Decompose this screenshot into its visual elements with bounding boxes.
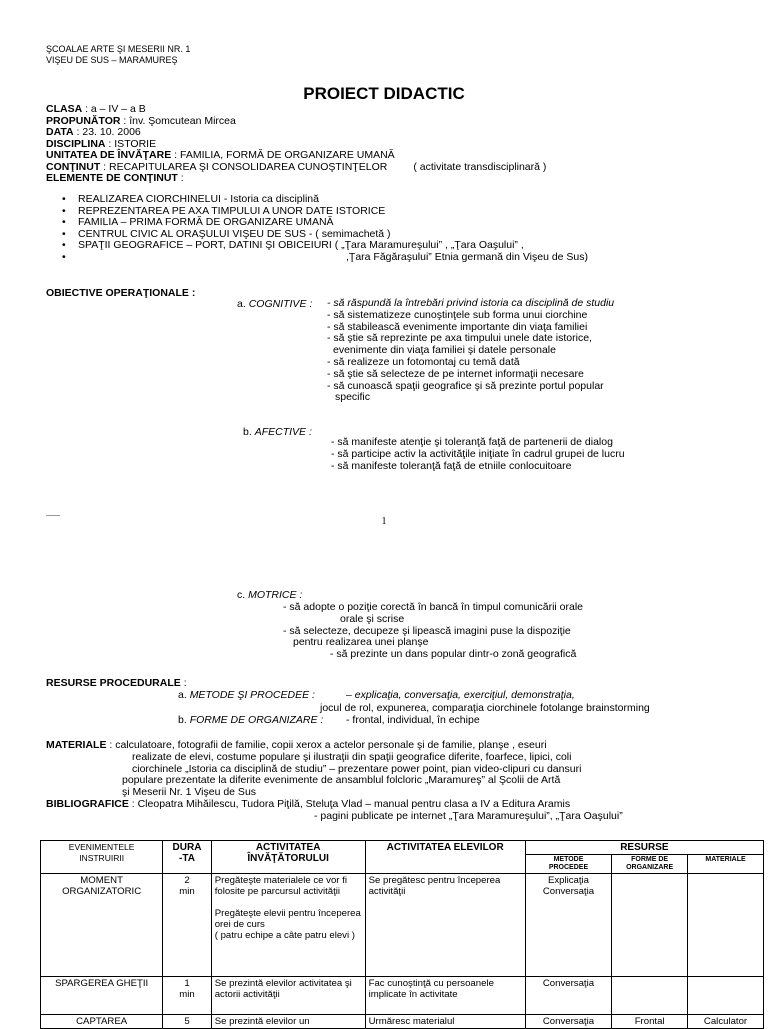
- forme-row: b. FORME DE ORGANIZARE :: [178, 714, 324, 726]
- field-unitatea: UNITATEA DE ÎNVĂŢARE : FAMILIA, FORMĂ DE ORGANIZARE UMANĂ: [46, 149, 395, 161]
- list-item: • SPAŢII GEOGRAFICE – PORT, DATINI ŞI OBICEIURI ( „Ţara Maramureşului” , „Ţara Oaşului” ,: [62, 240, 588, 252]
- metode-value-2: jocul de rol, expunerea, comparaţia ciorchinele fotolange brainstorming: [320, 702, 650, 714]
- list-item: - să prezinte un dans popular dintr-o zonă geografică: [330, 648, 577, 661]
- header-materiale: MATERIALE: [688, 855, 764, 874]
- cell-students: Fac cunoştinţă cu persoanele implicate în activitate: [365, 977, 525, 1015]
- bibliografie-line: BIBLIOGRAFICE : Cleopatra Mihăilescu, Tudora Piţilă, Steluţa Vlad – manual pentru clasa a IV a Editura Aramis: [46, 797, 571, 810]
- school-line-1: ŞCOALAE ARTE ŞI MESERII NR. 1: [46, 44, 191, 54]
- field-disciplina: DISCIPLINA : ISTORIE: [46, 137, 157, 150]
- header-metode: METODE PROCEDEE: [525, 855, 611, 874]
- metode-row: a. METODE ŞI PROCEDEE :: [178, 689, 315, 701]
- list-item-continuation: • ,Ţara Făgăraşului” Etnia germană din Vişeu de Sus): [62, 252, 588, 264]
- cell-teacher: Se prezintă elevilor un: [211, 1015, 365, 1029]
- table-header-row: [41, 841, 764, 855]
- cognitive-list: [327, 298, 614, 404]
- materiale-line: ciorchinele „Istoria ca disciplină de studiu” – prezentare power point, pian video-clipuri cu dansuri: [132, 762, 582, 775]
- cell-duration: 2 min: [163, 874, 211, 977]
- header-activitatea-elevilor: ACTIVITATEA ELEVILOR: [365, 841, 525, 874]
- cell-materials: [688, 874, 764, 977]
- cell-duration: 5: [163, 1015, 211, 1029]
- list-item: • FAMILIA – PRIMA FORMĂ DE ORGANIZARE UMANĂ: [62, 217, 588, 229]
- list-item: specific: [335, 391, 371, 404]
- field-data: DATA : 23. 10. 2006: [46, 126, 141, 138]
- list-item: - să cunoască spaţii geografice şi să prezinte portul popular: [327, 379, 604, 392]
- cell-methods: Conversaţia: [525, 977, 611, 1015]
- header-forme: FORME DE ORGANIZARE: [612, 855, 688, 874]
- list-item: • CENTRUL CIVIC AL ORAŞULUI VIŞEU DE SUS - ( semimachetă ): [62, 229, 588, 241]
- motrice-label: c. MOTRICE :: [237, 589, 303, 601]
- list-item: pentru realizarea unei planşe: [293, 636, 429, 649]
- cell-teacher: Se prezintă elevilor activitatea şi actorii activităţii: [211, 977, 365, 1015]
- lesson-table: [40, 840, 764, 1029]
- list-item: - să selecteze, decupeze şi lipească imagini puse la dispoziţie: [283, 624, 571, 637]
- cell-materials: [688, 977, 764, 1015]
- list-item: orale şi scrise: [340, 612, 405, 625]
- motrice-list: [283, 602, 583, 661]
- field-clasa: CLASA : a – IV – a B: [46, 103, 146, 115]
- materiale-block: [46, 740, 623, 823]
- table-row: [41, 874, 764, 977]
- list-item: - să manifeste toleranţă faţă de etniile conlocuitoare: [331, 459, 572, 472]
- school-header: [46, 44, 190, 66]
- afective-label: b. AFECTIVE :: [243, 426, 312, 438]
- bibliografie-line-2: - pagini publicate pe internet „Ţara Maramureşului”, „Ţara Oaşului”: [314, 809, 623, 822]
- cell-event: MOMENT ORGANIZATORIC: [41, 874, 163, 977]
- list-item: - să sistematizeze cunoştinţele sub forma unui ciorchine: [327, 308, 588, 321]
- cell-forms: Frontal: [612, 1015, 688, 1029]
- header-evenimente: EVENIMENTELE INSTRUIRII: [41, 841, 163, 874]
- document-title: PROIECT DIDACTIC: [303, 84, 465, 103]
- page-number: 1: [381, 516, 387, 527]
- list-item: - să adopte o poziţie corectă în bancă în timpul comunicării orale: [283, 601, 583, 613]
- field-elemente: ELEMENTE DE CONŢINUT :: [46, 172, 184, 184]
- cell-methods: Conversaţia: [525, 1015, 611, 1029]
- materiale-line: populare prezentate la diferite evenimente de ansamblul folcloric „Maramureş” al Şcolii de Artă: [122, 774, 561, 787]
- metode-value: – explicaţia, conversaţia, exerciţiul, demonstraţia,: [346, 689, 575, 701]
- list-item: - să realizeze un fotomontaj cu temă dată: [327, 355, 520, 368]
- materiale-line: şi Meserii Nr. 1 Vişeu de Sus: [122, 786, 257, 799]
- cell-students: Se pregătesc pentru începerea activităţii: [365, 874, 525, 977]
- cell-duration: 1 min: [163, 977, 211, 1015]
- materiale-line: realizate de elevi, costume populare şi ilustraţii din spaţii geografice diferite, foarfece, lipici, coli: [132, 750, 572, 763]
- cell-materials: Calculator: [688, 1015, 764, 1029]
- cell-event: SPARGEREA GHEŢII: [41, 977, 163, 1015]
- elemente-list: [62, 194, 588, 263]
- resurse-heading: RESURSE PROCEDURALE :: [46, 677, 187, 689]
- afective-list: [331, 437, 625, 472]
- header-resurse: RESURSE: [525, 841, 763, 855]
- cell-forms: [612, 977, 688, 1015]
- list-item: - să stabilească evenimente importante din viaţa familiei: [327, 320, 588, 333]
- school-line-2: VIŞEU DE SUS – MARAMUREŞ: [46, 55, 178, 65]
- header-activitatea-invatatorului: ACTIVITATEA ÎNVĂŢĂTORULUI: [211, 841, 365, 874]
- cell-event: CAPTAREA: [41, 1015, 163, 1029]
- cell-teacher: Pregăteşte materialele ce vor fi folosite pe parcursul activităţii Pregăteşte elevii pentru începerea orei de curs ( patru echipe a câte patru elevi ): [211, 874, 365, 977]
- cell-students: Urmăresc materialul: [365, 1015, 525, 1029]
- list-item: - să participe activ la activităţile iniţiate în cadrul grupei de lucru: [331, 447, 625, 460]
- table-row: [41, 977, 764, 1015]
- list-item: - să ştie să selecteze de pe internet informaţii necesare: [327, 367, 584, 380]
- list-item: - să manifeste atenţie şi toleranţă faţă de partenerii de dialog: [331, 436, 613, 448]
- materiale-line: MATERIALE : calculatoare, fotografii de familie, copii xerox a actelor personale şi de familie, planşe , eseuri: [46, 739, 547, 751]
- lesson-fields: [46, 104, 546, 185]
- cell-methods: Explicaţia Conversaţia: [525, 874, 611, 977]
- list-item: evenimente din viaţa familiei şi datele personale: [333, 344, 556, 357]
- forme-value: - frontal, individual, în echipe: [346, 714, 480, 726]
- list-item: • REALIZAREA CIORCHINELUI - Istoria ca disciplină: [62, 194, 588, 206]
- list-item: - să ştie să reprezinte pe axa timpului unele date istorice,: [327, 332, 592, 345]
- field-continut: CONŢINUT : RECAPITULAREA ŞI CONSOLIDAREA CUNOŞTINŢELOR ( activitate transdisciplinară ): [46, 160, 547, 173]
- table-row: [41, 1015, 764, 1029]
- header-durata: DURA -TA: [163, 841, 211, 874]
- field-propunator: PROPUNĂTOR : înv. Şomcutean Mircea: [46, 114, 236, 127]
- obiective-heading: OBIECTIVE OPERAŢIONALE :: [46, 287, 196, 299]
- cognitive-label: a. COGNITIVE :: [237, 298, 313, 310]
- list-item: - să răspundă la întrebări privind istoria ca disciplină de studiu: [327, 297, 615, 309]
- list-item: • REPREZENTAREA PE AXA TIMPULUI A UNOR DATE ISTORICE: [62, 206, 588, 218]
- cell-forms: [612, 874, 688, 977]
